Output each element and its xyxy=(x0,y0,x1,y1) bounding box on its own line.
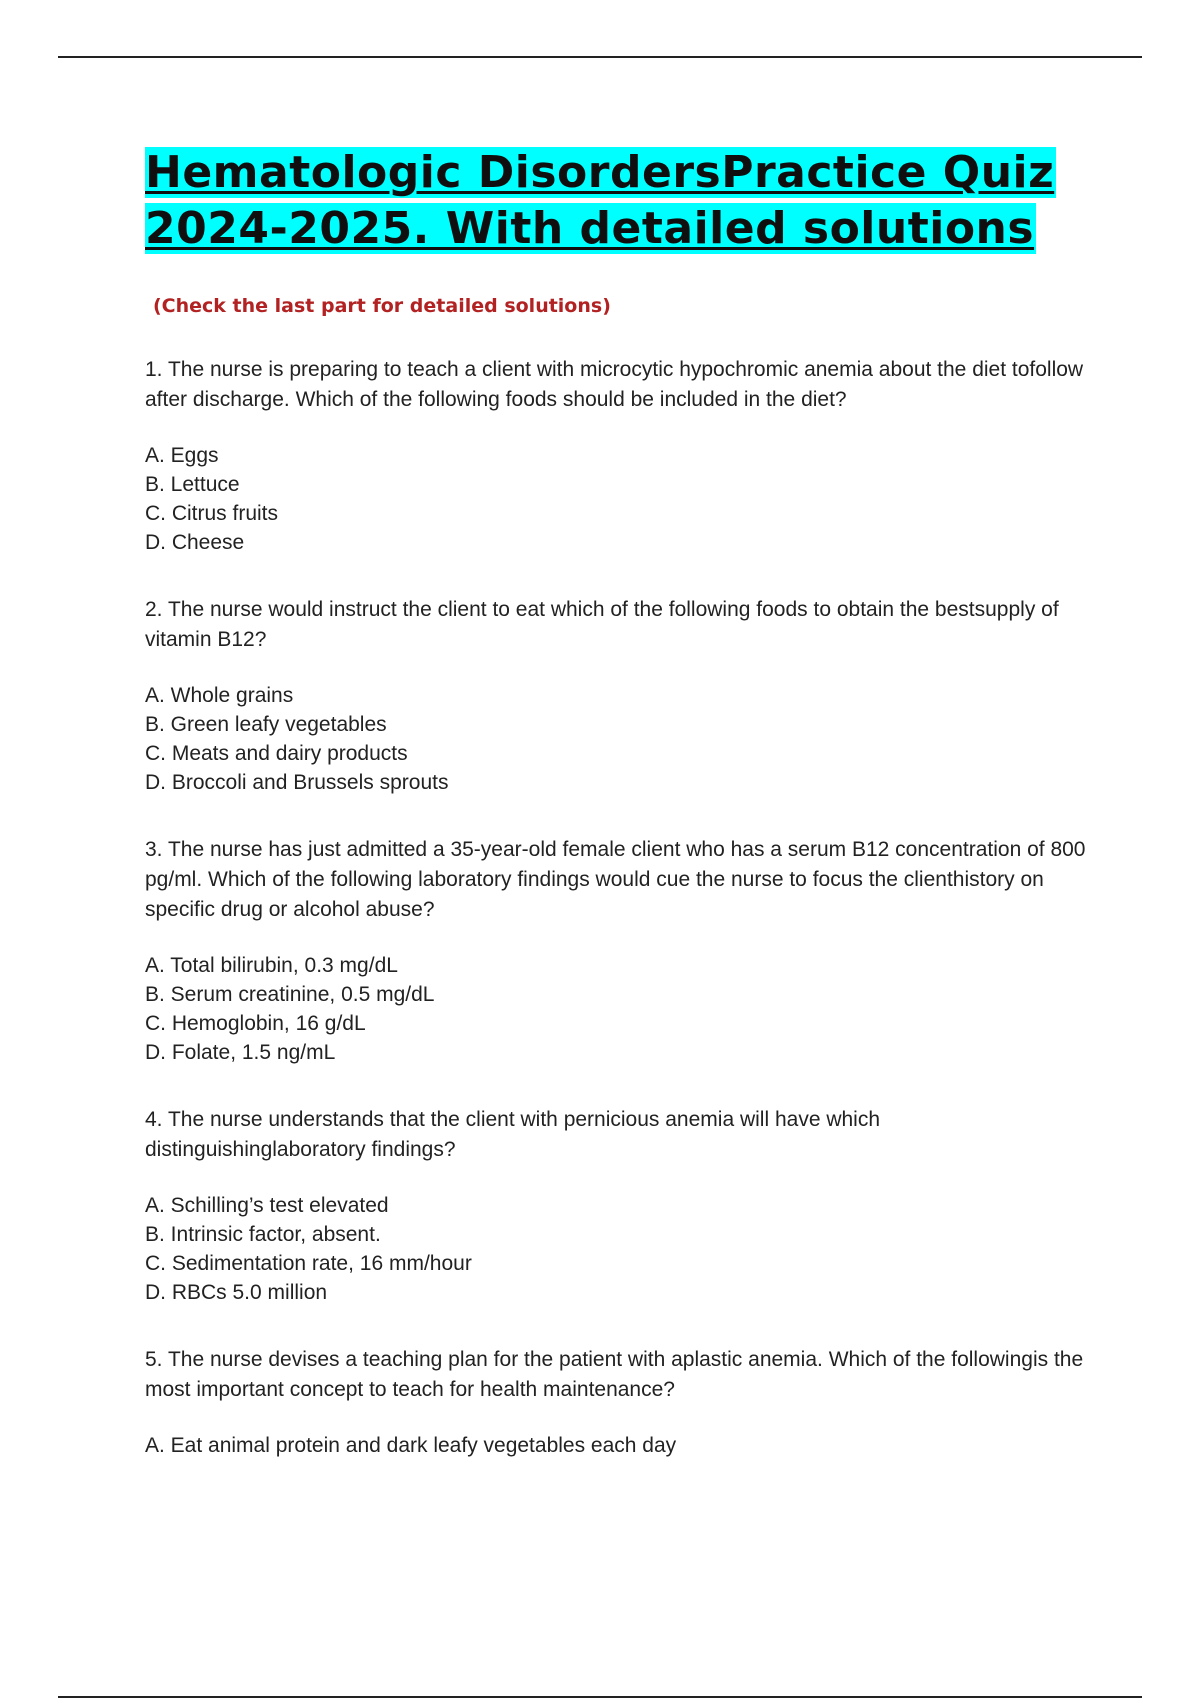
question-text: 1. The nurse is preparing to teach a client with microcytic hypochromic anemia about the diet tofollow after discharge. Which of the following foods should be included in the diet? xyxy=(145,358,1084,411)
option-d: D. Folate, 1.5 ng/mL xyxy=(145,1041,336,1064)
option-b: B. Intrinsic factor, absent. xyxy=(145,1223,381,1246)
option-a: A. Schilling’s test elevated xyxy=(145,1194,389,1217)
question-text: 4. The nurse understands that the client with pernicious anemia will have which distinguishinglaboratory findings? xyxy=(145,1108,881,1161)
top-rule xyxy=(58,56,1142,58)
answer-options xyxy=(145,441,1105,557)
option-a: A. Total bilirubin, 0.3 mg/dL xyxy=(145,954,398,977)
solutions-note: (Check the last part for detailed solutions) xyxy=(153,295,611,317)
bottom-rule xyxy=(58,1696,1142,1698)
option-d: D. RBCs 5.0 million xyxy=(145,1281,328,1304)
option-a: A. Whole grains xyxy=(145,684,294,707)
option-d: D. Cheese xyxy=(145,531,245,554)
option-c: C. Hemoglobin, 16 g/dL xyxy=(145,1012,366,1035)
question-text: 3. The nurse has just admitted a 35-year-old female client who has a serum B12 concentration of 800 pg/ml. Which of the following laboratory findings would cue the nurse to focus the clienthistory on specific drug or alcohol abuse? xyxy=(145,838,1086,921)
answer-options xyxy=(145,1431,1105,1460)
question-text: 5. The nurse devises a teaching plan for the patient with aplastic anemia. Which of the followingis the most important concept to teach for health maintenance? xyxy=(145,1348,1084,1401)
question-3 xyxy=(145,835,1105,1067)
question-5 xyxy=(145,1345,1105,1460)
option-c: C. Meats and dairy products xyxy=(145,742,408,765)
option-c: C. Citrus fruits xyxy=(145,502,279,525)
option-d: D. Broccoli and Brussels sprouts xyxy=(145,771,449,794)
option-c: C. Sedimentation rate, 16 mm/hour xyxy=(145,1252,472,1275)
answer-options xyxy=(145,1191,1105,1307)
answer-options xyxy=(145,951,1105,1067)
document-body xyxy=(145,145,1105,1460)
question-text: 2. The nurse would instruct the client to eat which of the following foods to obtain the bestsupply of vitamin B12? xyxy=(145,598,1059,651)
question-4 xyxy=(145,1105,1105,1307)
question-2 xyxy=(145,595,1105,797)
option-b: B. Green leafy vegetables xyxy=(145,713,387,736)
option-a: A. Eat animal protein and dark leafy vegetables each day xyxy=(145,1434,677,1457)
title-line-2: 2024-2025. With detailed solutions xyxy=(145,203,1035,254)
question-1 xyxy=(145,355,1105,557)
option-b: B. Serum creatinine, 0.5 mg/dL xyxy=(145,983,435,1006)
answer-options xyxy=(145,681,1105,797)
option-b: B. Lettuce xyxy=(145,473,240,496)
document-title xyxy=(145,145,1105,257)
title-line-1: Hematologic DisordersPractice Quiz xyxy=(145,147,1055,198)
option-a: A. Eggs xyxy=(145,444,219,467)
